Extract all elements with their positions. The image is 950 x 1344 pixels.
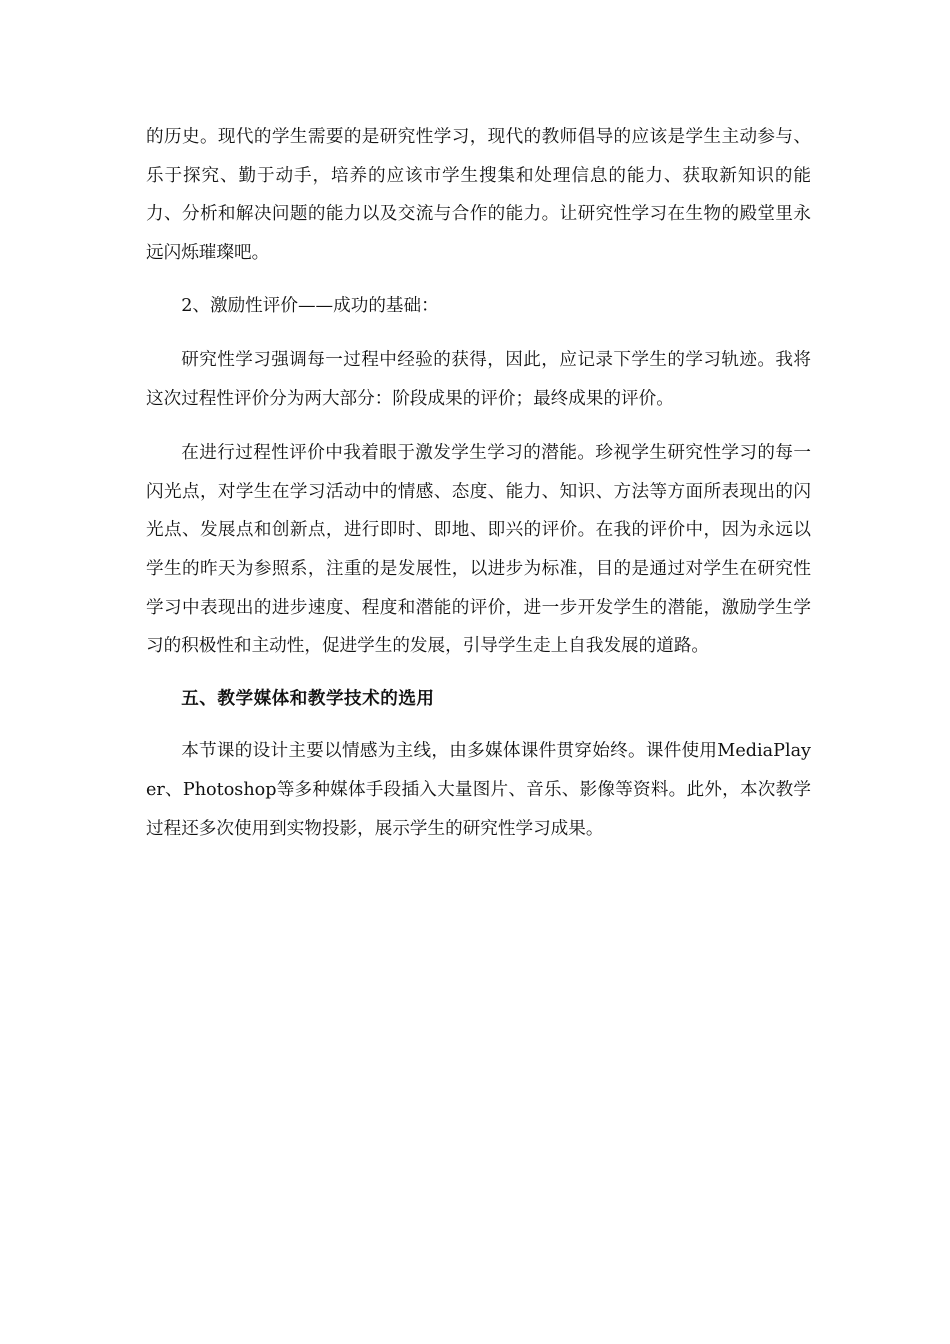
paragraph-process-evaluation: 在进行过程性评价中我着眼于激发学生学习的潜能。珍视学生研究性学习的每一闪光点，对学生在学习活动中的情感、态度、能力、知识、方法等方面所表现出的闪光点、发展点和创新点，进行即时、即地、即兴的评价。在我的评价中，因为永远以学生的昨天为参照系，注重的是发展性，以进步为标准，目的是通过对学生在研究性学习中表现出的进步速度、程度和潜能的评价，进一步开发学生的潜能，激励学生学习的积极性和主动性，促进学生的发展，引导学生走上自我发展的道路。 <box>146 443 811 657</box>
section-heading-media-technology: 五、教学媒体和教学技术的选用 <box>181 688 435 709</box>
paragraph-media-usage: 本节课的设计主要以情感为主线，由多媒体课件贯穿始终。课件使用MediaPlayer、Photoshop等多种媒体手段插入大量图片、音乐、影像等资料。此外，本次教学过程还多次使用到实物投影，展示学生的研究性学习成果。 <box>146 741 811 839</box>
paragraph-history-conclusion: 的历史。现代的学生需要的是研究性学习，现代的教师倡导的应该是学生主动参与、乐于探究、勤于动手，培养的应该市学生搜集和处理信息的能力、获取新知识的能力、分析和解决问题的能力以及交流与合作的能力。让研究性学习在生物的殿堂里永远闪烁璀璨吧。 <box>146 127 811 263</box>
document-body <box>146 118 811 848</box>
subheading-incentive-evaluation: 2、激励性评价——成功的基础： <box>181 296 439 317</box>
paragraph-learning-record: 研究性学习强调每一过程中经验的获得，因此，应记录下学生的学习轨迹。我将这次过程性评价分为两大部分：阶段成果的评价；最终成果的评价。 <box>146 349 811 409</box>
